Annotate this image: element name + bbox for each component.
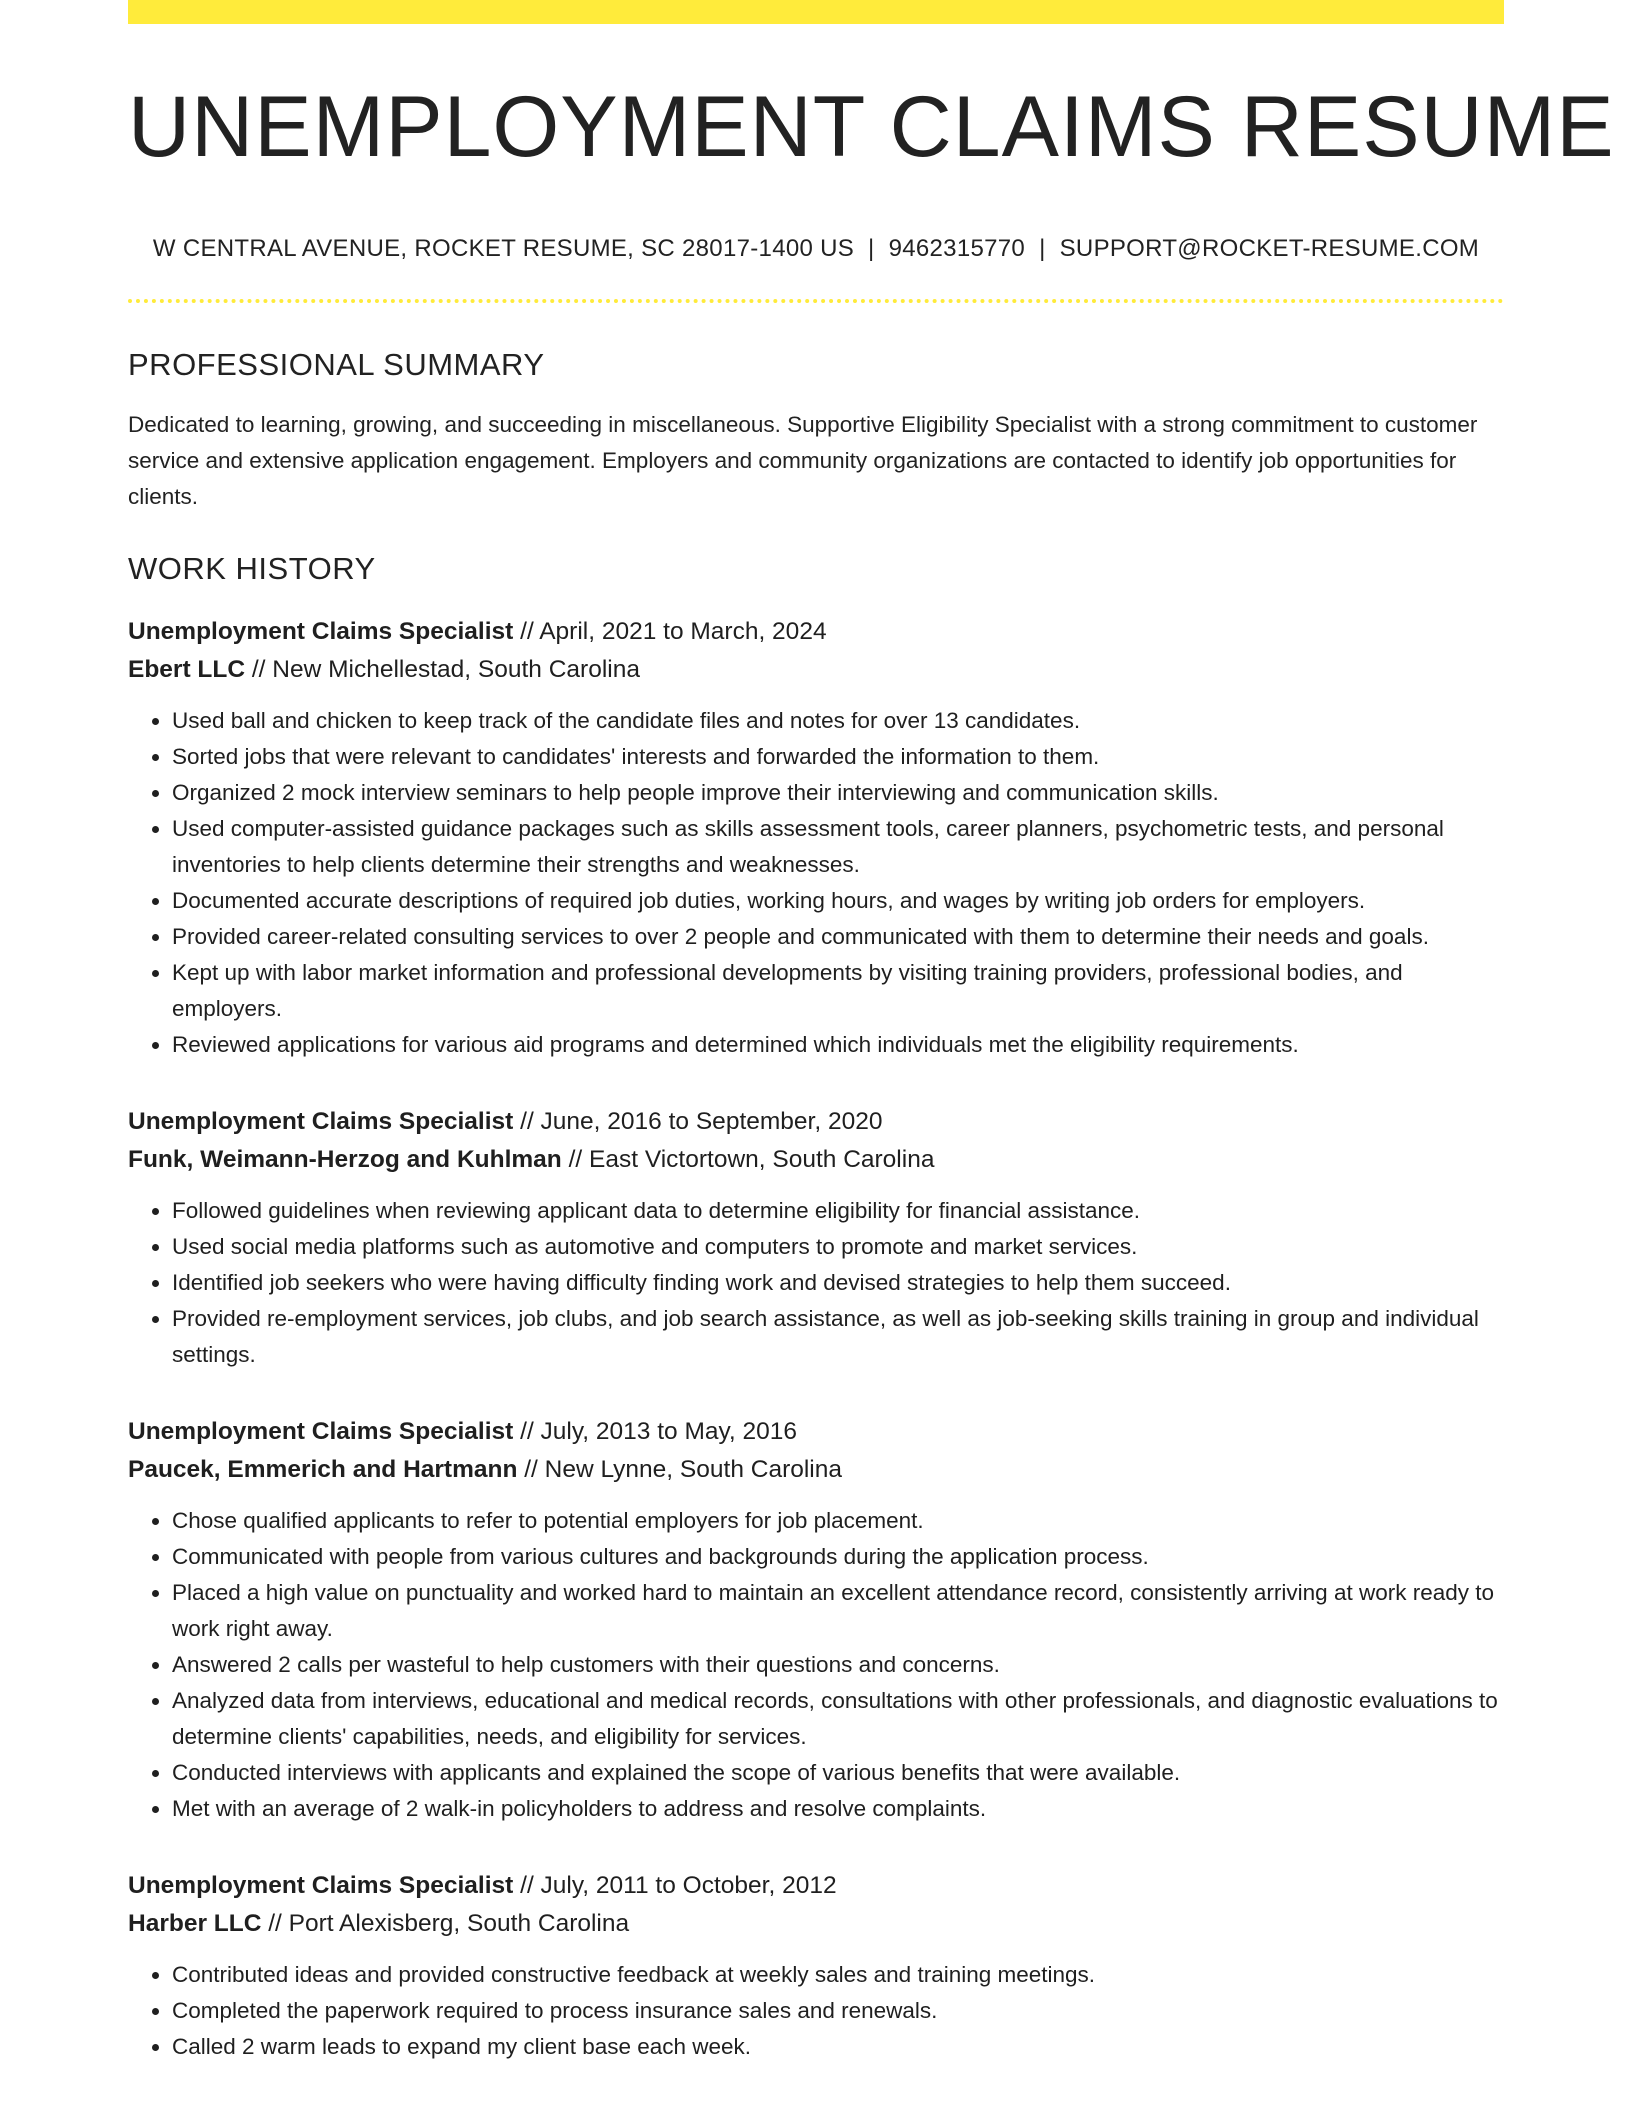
- job-bullet: • Organized 2 mock interview seminars to help people improve their interviewing and communication skills.: [172, 775, 1504, 811]
- accent-top-bar: [128, 0, 1504, 24]
- job-bullet: • Contributed ideas and provided constructive feedback at weekly sales and training meetings.: [172, 1957, 1504, 1993]
- job-bullets: [128, 1503, 1504, 1827]
- job-bullets: [128, 1193, 1504, 1373]
- job-role: Unemployment Claims Specialist: [128, 1417, 514, 1445]
- dotted-divider: [128, 299, 1504, 303]
- job-dates: // July, 2013 to May, 2016: [513, 1417, 798, 1445]
- job-bullet: • Conducted interviews with applicants and explained the scope of various benefits that were available.: [172, 1755, 1504, 1791]
- work-history-heading: WORK HISTORY: [128, 550, 376, 586]
- job-bullet: • Reviewed applications for various aid programs and determined which individuals met the eligibility requirements.: [172, 1027, 1504, 1063]
- contact-separator: |: [868, 234, 875, 262]
- job-bullet: • Communicated with people from various cultures and backgrounds during the application process.: [172, 1539, 1504, 1575]
- job-bullet: • Provided career-related consulting services to over 2 people and communicated with them to determine their needs and goals.: [172, 919, 1504, 955]
- job-dates: // July, 2011 to October, 2012: [513, 1871, 837, 1899]
- job-role-line: [128, 1867, 1504, 1905]
- job-company-line: [128, 1905, 1504, 1943]
- job-location: // Port Alexisberg, South Carolina: [261, 1909, 630, 1937]
- job-location: // New Michellestad, South Carolina: [245, 655, 640, 683]
- job-bullet: • Completed the paperwork required to process insurance sales and renewals.: [172, 1993, 1504, 2029]
- job-bullet: • Chose qualified applicants to refer to potential employers for job placement.: [172, 1503, 1504, 1539]
- job-bullets: [128, 703, 1504, 1063]
- job-bullet: • Called 2 warm leads to expand my client base each week.: [172, 2029, 1504, 2065]
- job-dates: // April, 2021 to March, 2024: [513, 617, 827, 645]
- job-entry: [128, 1103, 1504, 1373]
- job-company: Paucek, Emmerich and Hartmann: [128, 1455, 518, 1483]
- job-entry: [128, 1867, 1504, 2065]
- summary-heading: PROFESSIONAL SUMMARY: [128, 346, 545, 382]
- contact-line: [128, 235, 1504, 263]
- job-bullet: • Used computer-assisted guidance packages such as skills assessment tools, career planners, psychometric tests, and personal inventories to help clients determine their strengths and weaknesses.: [172, 811, 1504, 883]
- job-role: Unemployment Claims Specialist: [128, 1107, 514, 1135]
- job-bullet: • Analyzed data from interviews, educational and medical records, consultations with other professionals, and diagnostic evaluations to determine clients' capabilities, needs, and eligibility for services.: [172, 1683, 1504, 1755]
- job-company: Ebert LLC: [128, 655, 246, 683]
- job-entry: [128, 613, 1504, 1063]
- job-dates: // June, 2016 to September, 2020: [513, 1107, 883, 1135]
- contact-separator: |: [1039, 234, 1046, 262]
- job-location: // East Victortown, South Carolina: [561, 1145, 935, 1173]
- job-role-line: [128, 1413, 1504, 1451]
- job-location: // New Lynne, South Carolina: [517, 1455, 842, 1483]
- job-role-line: [128, 613, 1504, 651]
- job-role-line: [128, 1103, 1504, 1141]
- job-role: Unemployment Claims Specialist: [128, 1871, 514, 1899]
- contact-email[interactable]: SUPPORT@ROCKET-RESUME.COM: [1059, 234, 1480, 262]
- resume-title: UNEMPLOYMENT CLAIMS RESUME: [128, 79, 1615, 175]
- job-bullets: [128, 1957, 1504, 2065]
- job-entry: [128, 1413, 1504, 1827]
- contact-phone[interactable]: 9462315770: [888, 234, 1026, 262]
- job-bullet: • Used social media platforms such as automotive and computers to promote and market services.: [172, 1229, 1504, 1265]
- job-company: Harber LLC: [128, 1909, 262, 1937]
- job-company-line: [128, 651, 1504, 689]
- job-bullet: • Sorted jobs that were relevant to candidates' interests and forwarded the information to them.: [172, 739, 1504, 775]
- job-bullet: • Documented accurate descriptions of required job duties, working hours, and wages by writing job orders for employers.: [172, 883, 1504, 919]
- job-company-line: [128, 1451, 1504, 1489]
- resume-page: [128, 0, 1615, 2065]
- job-company-line: [128, 1141, 1504, 1179]
- job-bullet: • Placed a high value on punctuality and worked hard to maintain an excellent attendance record, consistently arriving at work ready to work right away.: [172, 1575, 1504, 1647]
- job-role: Unemployment Claims Specialist: [128, 617, 514, 645]
- job-bullet: • Identified job seekers who were having difficulty finding work and devised strategies to help them succeed.: [172, 1265, 1504, 1301]
- job-bullet: • Answered 2 calls per wasteful to help customers with their questions and concerns.: [172, 1647, 1504, 1683]
- job-company: Funk, Weimann-Herzog and Kuhlman: [128, 1145, 562, 1173]
- job-bullet: • Followed guidelines when reviewing applicant data to determine eligibility for financial assistance.: [172, 1193, 1504, 1229]
- job-bullet: • Used ball and chicken to keep track of the candidate files and notes for over 13 candidates.: [172, 703, 1504, 739]
- job-bullet: • Met with an average of 2 walk-in policyholders to address and resolve complaints.: [172, 1791, 1504, 1827]
- job-bullet: • Provided re-employment services, job clubs, and job search assistance, as well as job-seeking skills training in group and individual settings.: [172, 1301, 1504, 1373]
- summary-text: Dedicated to learning, growing, and succeeding in miscellaneous. Supportive Eligibility Specialist with a strong commitment to customer service and extensive application engagement. Employers and community organizations are contacted to identify job opportunities for clients.: [128, 411, 1478, 509]
- contact-address: W CENTRAL AVENUE, ROCKET RESUME, SC 28017-1400 US: [152, 234, 855, 262]
- job-bullet: • Kept up with labor market information and professional developments by visiting training providers, professional bodies, and employers.: [172, 955, 1504, 1027]
